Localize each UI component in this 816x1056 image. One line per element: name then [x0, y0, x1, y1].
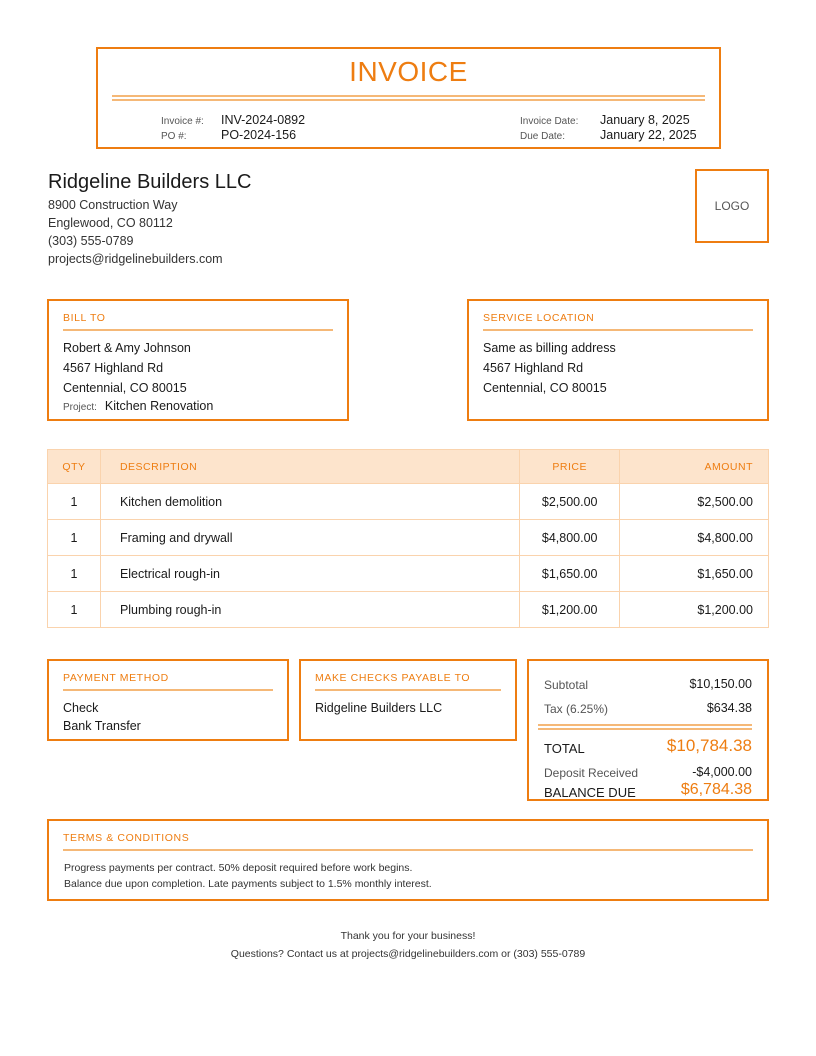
row-qty: 1	[48, 556, 101, 592]
bill-to-project	[63, 399, 213, 413]
subtotal-value: $10,150.00	[689, 677, 752, 691]
row-qty: 1	[48, 592, 101, 628]
po-number: PO-2024-156	[221, 128, 297, 142]
column-header-description: DESCRIPTION	[100, 450, 519, 484]
table-row	[48, 520, 769, 556]
terms-divider	[63, 849, 753, 851]
row-description: Electrical rough-in	[100, 556, 519, 592]
footer-thanks: Thank you for your business!	[340, 930, 476, 942]
service-location-line3: Centennial, CO 80015	[483, 381, 607, 395]
deposit-value: -$4,000.00	[692, 765, 752, 779]
line-items-table	[47, 449, 769, 628]
column-header-qty: QTY	[48, 450, 101, 484]
logo-text: LOGO	[714, 199, 750, 213]
service-location-line2: 4567 Highland Rd	[483, 361, 584, 375]
row-amount: $1,200.00	[620, 592, 769, 628]
row-qty: 1	[48, 520, 101, 556]
totals-divider	[538, 724, 752, 730]
logo-placeholder	[695, 169, 769, 243]
terms-box	[47, 819, 769, 901]
totals-box	[527, 659, 769, 801]
balance-due-value: $6,784.38	[680, 781, 752, 798]
row-amount: $1,650.00	[620, 556, 769, 592]
row-description: Kitchen demolition	[100, 484, 519, 520]
due-date: January 22, 2025	[600, 128, 697, 142]
checks-payable-payee: Ridgeline Builders LLC	[315, 701, 443, 715]
row-price: $1,200.00	[520, 592, 620, 628]
service-location-line1: Same as billing address	[483, 341, 616, 355]
project-label: Project:	[63, 402, 97, 413]
row-amount: $2,500.00	[620, 484, 769, 520]
invoice-date: January 8, 2025	[600, 113, 690, 127]
due-date-label: Due Date:	[520, 131, 566, 142]
checks-payable-box	[299, 659, 517, 741]
header-divider	[112, 95, 705, 101]
bill-to-address-line2: Centennial, CO 80015	[63, 381, 187, 395]
payment-method-check: Check	[63, 701, 99, 715]
bill-to-title: BILL TO	[63, 312, 106, 324]
total-label: TOTAL	[544, 741, 585, 756]
project-name: Kitchen Renovation	[104, 399, 214, 413]
balance-due-label: BALANCE DUE	[544, 785, 636, 800]
company-address-line1: 8900 Construction Way	[48, 198, 178, 212]
invoice-number: INV-2024-0892	[221, 113, 306, 127]
subtotal-label: Subtotal	[544, 678, 589, 692]
company-name: Ridgeline Builders LLC	[48, 171, 252, 193]
payment-method-box	[47, 659, 289, 741]
po-number-label: PO #:	[161, 131, 187, 142]
bill-to-box	[47, 299, 349, 421]
bill-to-divider	[63, 329, 333, 331]
company-phone: (303) 555-0789	[48, 234, 134, 248]
invoice-title: INVOICE	[349, 56, 468, 87]
total-value: $10,784.38	[666, 736, 752, 755]
column-header-price: PRICE	[520, 450, 620, 484]
row-description: Plumbing rough-in	[100, 592, 519, 628]
column-header-amount: AMOUNT	[620, 450, 769, 484]
table-row	[48, 484, 769, 520]
table-row	[48, 556, 769, 592]
row-price: $1,650.00	[520, 556, 620, 592]
invoice-date-label: Invoice Date:	[520, 116, 579, 127]
row-price: $4,800.00	[520, 520, 620, 556]
bill-to-address-line1: 4567 Highland Rd	[63, 361, 164, 375]
row-amount: $4,800.00	[620, 520, 769, 556]
bill-to-name: Robert & Amy Johnson	[63, 341, 191, 355]
checks-payable-title: MAKE CHECKS PAYABLE TO	[315, 672, 471, 684]
table-row	[48, 592, 769, 628]
terms-line1: Progress payments per contract. 50% deposit required before work begins.	[64, 862, 413, 874]
terms-line2: Balance due upon completion. Late payments subject to 1.5% monthly interest.	[64, 878, 432, 890]
checks-payable-divider	[315, 689, 501, 691]
invoice-number-label: Invoice #:	[161, 116, 204, 127]
invoice-header	[96, 47, 721, 149]
payment-method-divider	[63, 689, 273, 691]
company-address-line2: Englewood, CO 80112	[48, 216, 173, 230]
tax-value: $634.38	[706, 701, 752, 715]
row-description: Framing and drywall	[100, 520, 519, 556]
row-price: $2,500.00	[520, 484, 620, 520]
table-header-row	[48, 450, 769, 484]
company-email[interactable]: projects@ridgelinebuilders.com	[48, 252, 223, 266]
deposit-label: Deposit Received	[544, 766, 639, 780]
footer-contact: Questions? Contact us at projects@ridgelinebuilders.com or (303) 555-0789	[230, 948, 586, 960]
row-qty: 1	[48, 484, 101, 520]
payment-method-title: PAYMENT METHOD	[63, 672, 169, 684]
service-location-box	[467, 299, 769, 421]
terms-title: TERMS & CONDITIONS	[63, 832, 190, 844]
service-location-divider	[483, 329, 753, 331]
service-location-title: SERVICE LOCATION	[483, 312, 595, 324]
payment-method-bank-transfer: Bank Transfer	[63, 719, 141, 733]
tax-label: Tax (6.25%)	[544, 702, 609, 716]
